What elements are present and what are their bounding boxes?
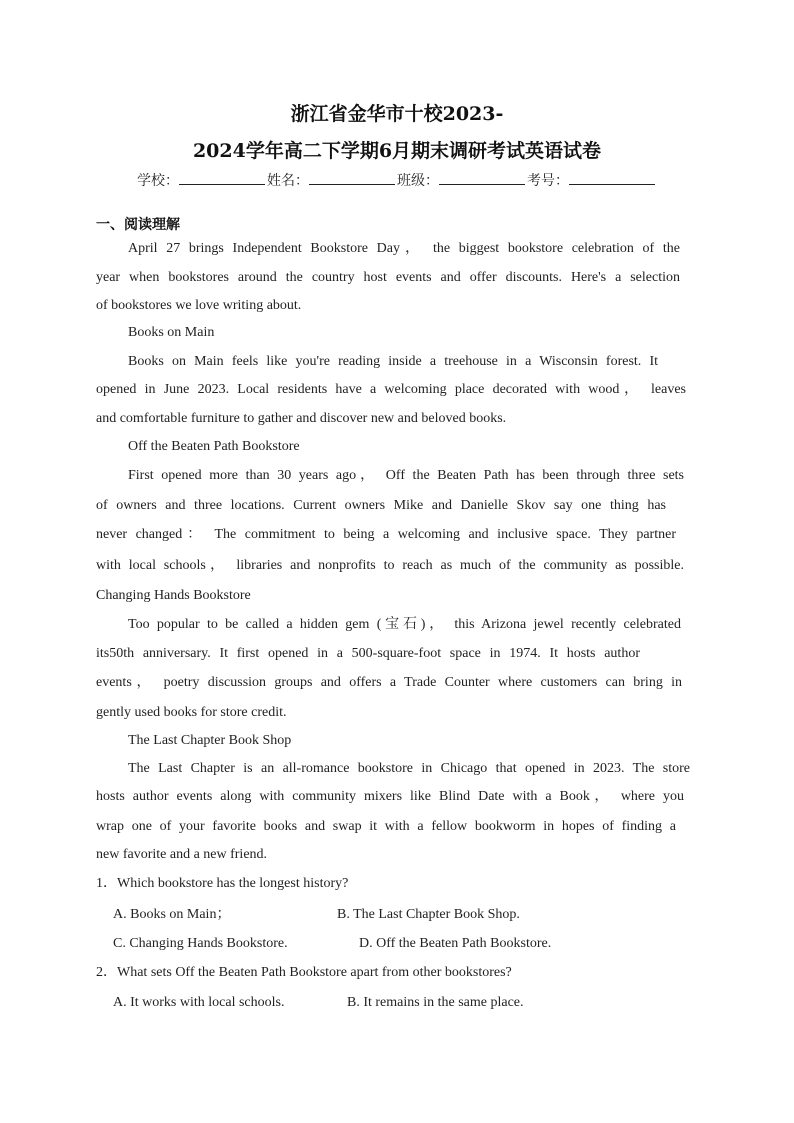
store1-line-3: and comfortable furniture to gather and discover new and beloved books. [96,411,507,426]
store1-line-2: opened in June 2023. Local residents have a welcoming place decorated with wood， leaves [96,382,686,397]
store2-line-4: with local schools， libraries and nonprofits to reach as much of the community as possible. [96,558,684,573]
student-info-line [0,170,794,191]
question-1-option-b[interactable]: B. The Last Chapter Book Shop. [337,907,520,922]
store2-line-2: of owners and three locations. Current owners Mike and Danielle Skov say one thing has [96,498,666,513]
class-blank[interactable] [439,170,525,185]
section-heading: 一、阅读理解 [96,217,180,233]
question-1-option-c[interactable]: C. Changing Hands Bookstore. [113,936,288,951]
store4-line-1: The Last Chapter is an all-romance bookstore in Chicago that opened in 2023. The store [128,761,690,776]
store3-line-2: its50th anniversary. It first opened in a 500-square-foot space in 1974. It hosts author [96,646,640,661]
exam-title-line1: 浙江省金华市十校2023- [290,103,504,125]
question-2-option-b[interactable]: B. It remains in the same place. [347,995,524,1010]
store2-line-3: never changed： The commitment to being a welcoming and inclusive space. They partner [96,527,676,542]
store2-line-1: First opened more than 30 years ago， Off the Beaten Path has been through three sets [128,468,684,483]
store-name-off-the-beaten-path: Off the Beaten Path Bookstore [128,439,300,454]
passage-intro-line-3: of bookstores we love writing about. [96,298,302,313]
store-name-last-chapter: The Last Chapter Book Shop [128,733,292,748]
question-2-option-a[interactable]: A. It works with local schools. [113,995,285,1010]
question-1-option-a[interactable]: A. Books on Main； [113,907,231,922]
exam-number-blank[interactable] [569,170,655,185]
school-label: 学校： [137,173,179,189]
class-label: 班级： [397,173,439,189]
store3-line-4: gently used books for store credit. [96,705,287,720]
store-name-books-on-main: Books on Main [128,325,215,340]
question-1-stem: 1．Which bookstore has the longest history? [96,876,349,891]
question-2-stem: 2．What sets Off the Beaten Path Bookstore apart from other bookstores? [96,965,512,980]
question-1-option-d[interactable]: D. Off the Beaten Path Bookstore. [359,936,552,951]
store4-line-4: new favorite and a new friend. [96,847,268,862]
store4-line-2: hosts author events along with community mixers like Blind Date with a Book， where you [96,789,684,804]
exam-number-label: 考号： [527,173,569,189]
store-name-changing-hands: Changing Hands Bookstore [96,588,251,603]
school-blank[interactable] [179,170,265,185]
store3-line-1: Too popular to be called a hidden gem (宝石)， this Arizona jewel recently celebrated [128,617,681,632]
name-blank[interactable] [309,170,395,185]
passage-intro-line-2: year when bookstores around the country host events and offer discounts. Here's a selection [96,270,680,285]
name-label: 姓名： [267,173,309,189]
passage-intro-line-1: April 27 brings Independent Bookstore Day， the biggest bookstore celebration of the [128,241,680,256]
store1-line-1: Books on Main feels like you're reading inside a treehouse in a Wisconsin forest. It [128,354,658,369]
exam-title-line2: 2024学年高二下学期6月期末调研考试英语试卷 [192,140,602,162]
store4-line-3: wrap one of your favorite books and swap it with a fellow bookworm in hopes of finding a [96,819,676,834]
store3-line-3: events， poetry discussion groups and offers a Trade Counter where customers can bring in [96,675,682,690]
